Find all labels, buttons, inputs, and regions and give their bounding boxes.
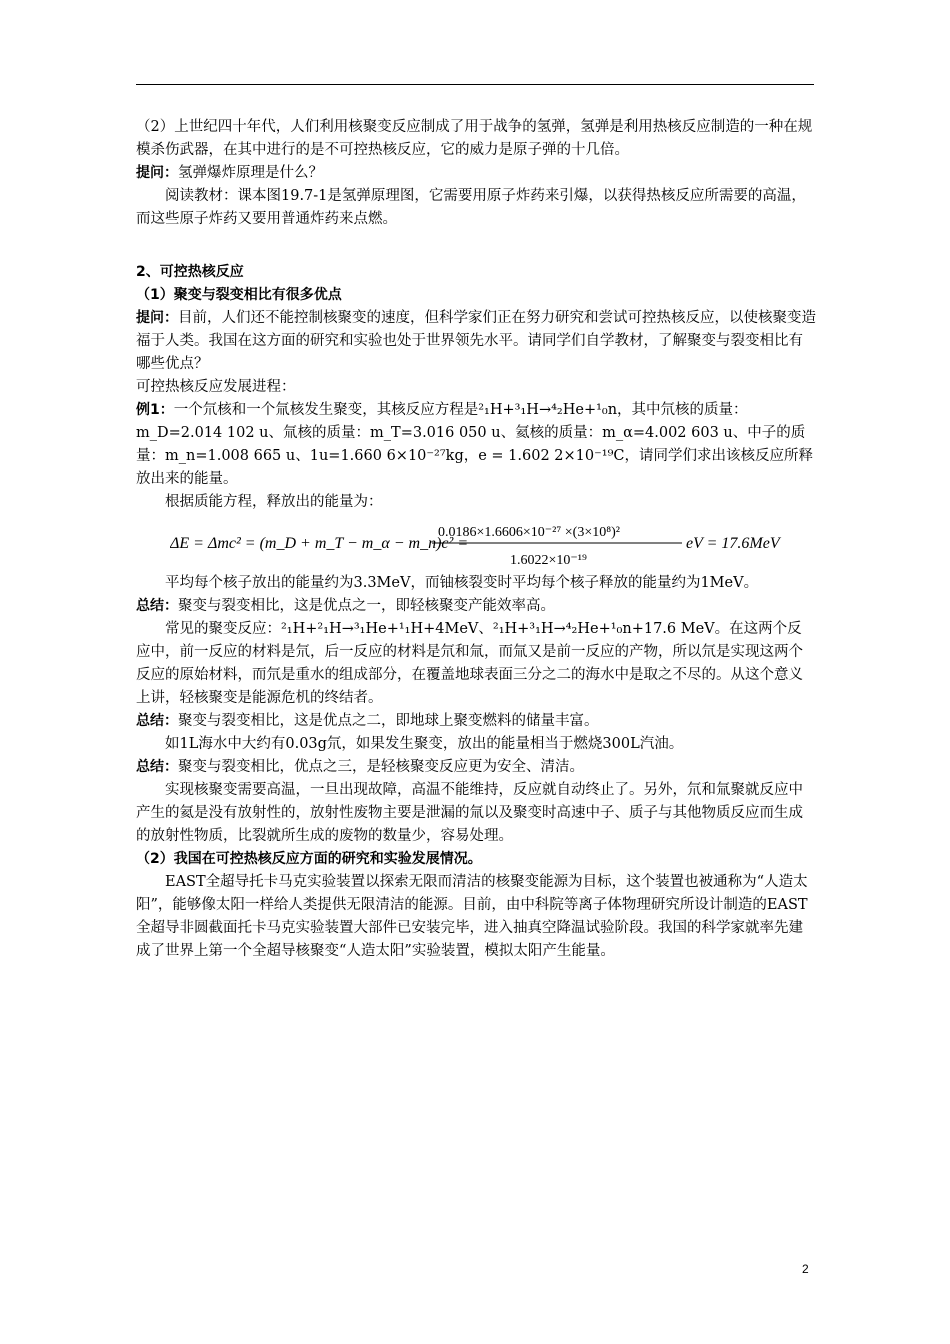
formula-numerator: 0.0186×1.6606×10⁻²⁷ ×(3×10⁸)² [438, 525, 620, 540]
question-text: 氢弹爆炸原理是什么？ [178, 165, 323, 181]
header-rule [136, 84, 814, 85]
subsection-heading-2: （2）我国在可控热核反应方面的研究和实验发展情况。 [136, 851, 482, 867]
example-text: 一个氘核和一个氚核发生聚变，其核反应方程是²₁H+³₁H→⁴₂He+¹₀n，其中氘核的质量：m_D=2.014 102 u、氚核的质量：m_T=3.016 050 u、氦核的质量：m_α=4.002 603 u、中子的质量：m_n=1.008 665 u、1u=1.660 6×10⁻²⁷kg，e = 1.602 2×10⁻¹⁹C，请同学们求出该核反应所释放出来的能量。 [136, 402, 814, 487]
formula-rhs: eV = 17.6MeV [686, 535, 780, 552]
paragraph-mass-energy: 根据质能方程，释放出的能量为： [165, 494, 383, 510]
subsection-heading-1: （1）聚变与裂变相比有很多优点 [136, 287, 342, 303]
formula-lhs: ΔE = Δmc² = (m_D + m_T − m_α − m_n)c² = [170, 535, 469, 552]
example-1 [136, 399, 816, 491]
summary-2 [136, 710, 816, 733]
paragraph-reading: 阅读教材：课本图19.7-1是氢弹原理图，它需要用原子炸药来引爆，以获得热核反应所需要的高温，而这些原子炸药又要用普通炸药来点燃。 [136, 188, 806, 227]
question-text: 目前，人们还不能控制核聚变的速度，但科学家们正在努力研究和尝试可控热核反应，以使核聚变造福于人类。我国在这方面的研究和实验也处于世界领先水平。请同学们自学教材，了解聚变与裂变相比有哪些优点？ [136, 310, 816, 372]
energy-formula [136, 514, 816, 572]
summary-1 [136, 595, 816, 618]
summary-label: 总结： [136, 598, 178, 614]
paragraph-progress: 可控热核反应发展进程： [136, 379, 296, 395]
paragraph-safety: 实现核聚变需要高温，一旦出现故障，高温不能维持，反应就自动终止了。另外，氘和氚聚就反应中产生的氦是没有放射性的，放射性废物主要是泄漏的氚以及聚变时高速中子、质子与其他物质反应而生成的放射性物质，比裂就所生成的废物的数量少，容易处理。 [136, 782, 803, 844]
paragraph-east: EAST全超导托卡马克实验装置以探索无限而清洁的核聚变能源为目标，这个装置也被通称为“人造太阳”，能够像太阳一样给人类提供无限清洁的能源。目前，由中科院等离子体物理研究所设计制造的EAST全超导非圆截面托卡马克实验装置大部件已安装完毕，进入抽真空降温试验阶段。我国的科学家就率先建成了世界上第一个全超导核聚变“人造太阳”实验装置，模拟太阳产生能量。 [136, 874, 808, 959]
formula-denominator: 1.6022×10⁻¹⁹ [510, 553, 587, 568]
summary-text: 聚变与裂变相比，这是优点之二，即地球上聚变燃料的储量丰富。 [178, 713, 599, 729]
section-heading: 2、可控热核反应 [136, 264, 244, 280]
summary-text: 聚变与裂变相比，这是优点之一，即轻核聚变产能效率高。 [178, 598, 555, 614]
question-label: 提问： [136, 165, 178, 181]
example-label: 例1： [136, 402, 174, 418]
paragraph-seawater: 如1L海水中大约有0.03g氘，如果发生聚变，放出的能量相当于燃烧300L汽油。 [165, 736, 684, 752]
paragraph-common-reactions: 常见的聚变反应：²₁H+²₁H→³₁He+¹₁H+4MeV、²₁H+³₁H→⁴₂He+¹₀n+17.6 MeV。在这两个反应中，前一反应的材料是氘，后一反应的材料是氘和氚，而氚又是前一反应的产物，所以氘是实现这两个反应的原始材料，而氘是重水的组成部分，在覆盖地球表面三分之二的海水中是取之不尽的。从这个意义上讲，轻核聚变是能源危机的终结者。 [136, 621, 803, 706]
summary-label: 总结： [136, 713, 178, 729]
paragraph-average-energy: 平均每个核子放出的能量约为3.3MeV，而铀核裂变时平均每个核子释放的能量约为1MeV。 [165, 575, 759, 591]
summary-label: 总结： [136, 759, 178, 775]
paragraph-hydrogen-bomb: （2）上世纪四十年代，人们利用核聚变反应制成了用于战争的氢弹，氢弹是利用热核反应制造的一种在规模杀伤武器，在其中进行的是不可控热核反应，它的威力是原子弹的十几倍。 [136, 119, 813, 158]
page-number: 2 [802, 1262, 809, 1276]
question-label: 提问： [136, 310, 178, 326]
summary-text: 聚变与裂变相比，优点之三，是轻核聚变反应更为安全、清洁。 [178, 759, 584, 775]
question-2 [136, 307, 816, 376]
question-1 [136, 162, 816, 185]
summary-3 [136, 756, 816, 779]
page-content [136, 116, 816, 963]
